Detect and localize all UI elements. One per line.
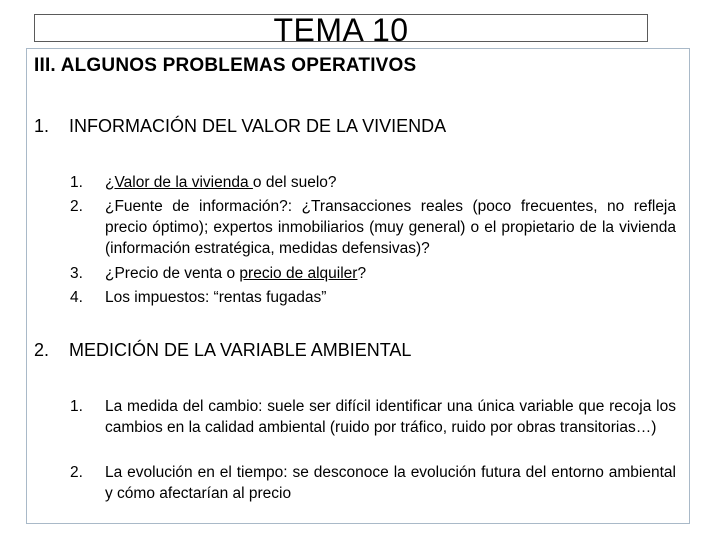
item-text (105, 172, 676, 193)
item-text: La medida del cambio: suele ser difícil identificar una única variable que recoja los cambios en la calidad ambiental (ruido por tráfico, ruido por obras transitorias…) (105, 398, 676, 436)
item-text: Los impuestos: “rentas fugadas” (105, 289, 327, 306)
item-text: ¿Fuente de información?: ¿Transacciones reales (poco frecuentes, no refleja precio óptimo); expertos inmobiliarios (muy general) o el propietario de la vivienda (información estratégica, medidas defensivas)? (105, 198, 676, 257)
section-title: INFORMACIÓN DEL VALOR DE LA VIVIENDA (69, 116, 447, 136)
item-text-underlined: precio de alquiler (239, 265, 358, 282)
item-number: 1. (70, 398, 83, 415)
item-number: 2. (70, 464, 83, 481)
section-number: 1. (34, 116, 50, 136)
item-number: 3. (70, 265, 83, 282)
item-text: La evolución en el tiempo: se desconoce la evolución futura del entorno ambiental y cómo afectarían al precio (105, 464, 676, 502)
slide-title: TEMA 10 (273, 12, 409, 48)
item-number: 1. (70, 174, 83, 191)
item-text (105, 263, 676, 284)
item-text-post: ? (357, 265, 367, 282)
section-title: MEDICIÓN DE LA VARIABLE AMBIENTAL (69, 340, 412, 360)
section-number: 2. (34, 340, 50, 360)
item-text-pre: ¿Precio de venta o (105, 265, 240, 282)
item-text-pre: ¿ (105, 174, 115, 191)
item-text-post: o del suelo? (252, 174, 337, 191)
item-number: 2. (70, 198, 83, 215)
item-number: 4. (70, 289, 83, 306)
item-text-underlined: Valor de la vivienda (114, 174, 253, 191)
section-heading: III. ALGUNOS PROBLEMAS OPERATIVOS (34, 55, 417, 76)
